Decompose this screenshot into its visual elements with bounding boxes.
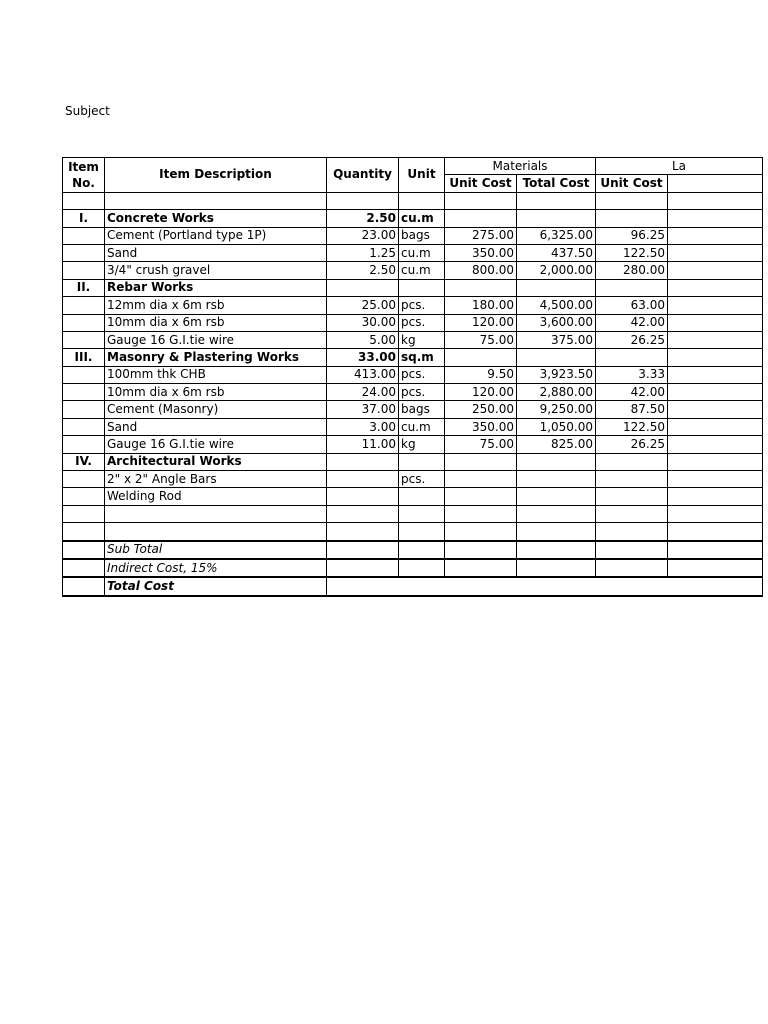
header-labor: La bbox=[596, 158, 763, 175]
item-description-cell: Cement (Masonry) bbox=[105, 401, 327, 418]
labor-unit-cost-cell: 87.50 bbox=[596, 401, 668, 418]
materials-unit-cost-cell: 800.00 bbox=[445, 262, 517, 279]
item-description-cell: Architectural Works bbox=[105, 453, 327, 470]
unit-cell: cu.m bbox=[399, 418, 445, 435]
item-no-cell: III. bbox=[63, 349, 105, 366]
materials-unit-cost-cell: 75.00 bbox=[445, 331, 517, 348]
labor-total-cost-cell bbox=[668, 471, 763, 488]
item-no-cell: I. bbox=[63, 210, 105, 227]
materials-total-cost-cell: 375.00 bbox=[517, 331, 596, 348]
materials-total-cost-cell: 6,325.00 bbox=[517, 227, 596, 244]
empty-cell bbox=[596, 541, 668, 559]
item-no-cell bbox=[63, 384, 105, 401]
labor-unit-cost-cell: 122.50 bbox=[596, 418, 668, 435]
materials-unit-cost-cell: 350.00 bbox=[445, 244, 517, 261]
labor-total-cost-cell bbox=[668, 436, 763, 453]
summary-label-cell: Sub Total bbox=[105, 541, 327, 559]
item-no-cell bbox=[63, 262, 105, 279]
labor-total-cost-cell bbox=[668, 384, 763, 401]
labor-total-cost-cell bbox=[668, 349, 763, 366]
empty-cell bbox=[668, 541, 763, 559]
total-cost-row bbox=[63, 577, 763, 595]
header-item-no-line1: Item bbox=[68, 159, 99, 174]
labor-total-cost-cell bbox=[668, 453, 763, 470]
header-quantity: Quantity bbox=[327, 158, 399, 193]
unit-cell: pcs. bbox=[399, 384, 445, 401]
unit-cell: bags bbox=[399, 401, 445, 418]
item-description-cell: 100mm thk CHB bbox=[105, 366, 327, 383]
section-row bbox=[63, 279, 763, 296]
empty-cell bbox=[596, 559, 668, 577]
empty-cell bbox=[445, 523, 517, 541]
table-row bbox=[63, 262, 763, 279]
item-description-cell: Masonry & Plastering Works bbox=[105, 349, 327, 366]
blank-row bbox=[63, 523, 763, 541]
materials-unit-cost-cell bbox=[445, 488, 517, 505]
materials-unit-cost-cell: 180.00 bbox=[445, 297, 517, 314]
unit-cell: kg bbox=[399, 331, 445, 348]
empty-cell bbox=[399, 541, 445, 559]
table-row bbox=[63, 436, 763, 453]
item-no-cell bbox=[63, 471, 105, 488]
empty-cell bbox=[63, 523, 105, 541]
empty-cell bbox=[445, 541, 517, 559]
table-row bbox=[63, 488, 763, 505]
section-row bbox=[63, 349, 763, 366]
labor-total-cost-cell bbox=[668, 331, 763, 348]
materials-unit-cost-cell: 275.00 bbox=[445, 227, 517, 244]
labor-unit-cost-cell: 42.00 bbox=[596, 314, 668, 331]
item-no-cell: IV. bbox=[63, 453, 105, 470]
labor-total-cost-cell bbox=[668, 418, 763, 435]
item-description-cell: Rebar Works bbox=[105, 279, 327, 296]
item-description-cell: 10mm dia x 6m rsb bbox=[105, 384, 327, 401]
materials-total-cost-cell bbox=[517, 349, 596, 366]
subject-label: Subject bbox=[65, 104, 110, 118]
table-row bbox=[63, 471, 763, 488]
materials-unit-cost-cell bbox=[445, 453, 517, 470]
empty-cell bbox=[445, 559, 517, 577]
table-row bbox=[63, 227, 763, 244]
section-row bbox=[63, 210, 763, 227]
labor-unit-cost-cell: 63.00 bbox=[596, 297, 668, 314]
empty-cell bbox=[63, 541, 105, 559]
empty-cell bbox=[63, 505, 105, 522]
labor-unit-cost-cell bbox=[596, 210, 668, 227]
unit-cell: pcs. bbox=[399, 471, 445, 488]
materials-total-cost-cell bbox=[517, 279, 596, 296]
empty-cell bbox=[517, 523, 596, 541]
item-no-cell bbox=[63, 244, 105, 261]
empty-cell bbox=[596, 505, 668, 522]
header-item-no bbox=[63, 158, 105, 193]
unit-cell: cu.m bbox=[399, 244, 445, 261]
materials-total-cost-cell: 2,880.00 bbox=[517, 384, 596, 401]
empty-cell bbox=[105, 523, 327, 541]
item-description-cell: 3/4" crush gravel bbox=[105, 262, 327, 279]
materials-unit-cost-cell bbox=[445, 349, 517, 366]
quantity-cell: 33.00 bbox=[327, 349, 399, 366]
materials-unit-cost-cell: 75.00 bbox=[445, 436, 517, 453]
empty-cell bbox=[517, 559, 596, 577]
labor-unit-cost-cell: 42.00 bbox=[596, 384, 668, 401]
empty-cell bbox=[63, 559, 105, 577]
unit-cell: sq.m bbox=[399, 349, 445, 366]
unit-cell bbox=[399, 279, 445, 296]
materials-total-cost-cell bbox=[517, 210, 596, 227]
summary-label-cell: Indirect Cost, 15% bbox=[105, 559, 327, 577]
materials-total-cost-cell bbox=[517, 488, 596, 505]
labor-unit-cost-cell: 122.50 bbox=[596, 244, 668, 261]
table-row bbox=[63, 331, 763, 348]
header-labor-total-cost bbox=[668, 175, 763, 192]
labor-total-cost-cell bbox=[668, 297, 763, 314]
empty-cell bbox=[445, 505, 517, 522]
item-description-cell: 2" x 2" Angle Bars bbox=[105, 471, 327, 488]
labor-total-cost-cell bbox=[668, 279, 763, 296]
materials-unit-cost-cell: 120.00 bbox=[445, 384, 517, 401]
section-row bbox=[63, 453, 763, 470]
item-description-cell: Gauge 16 G.I.tie wire bbox=[105, 331, 327, 348]
item-description-cell: Cement (Portland type 1P) bbox=[105, 227, 327, 244]
labor-unit-cost-cell: 280.00 bbox=[596, 262, 668, 279]
table-row bbox=[63, 244, 763, 261]
materials-unit-cost-cell bbox=[445, 210, 517, 227]
unit-cell: cu.m bbox=[399, 210, 445, 227]
materials-unit-cost-cell: 350.00 bbox=[445, 418, 517, 435]
labor-total-cost-cell bbox=[668, 314, 763, 331]
unit-cell: pcs. bbox=[399, 314, 445, 331]
empty-cell bbox=[327, 523, 399, 541]
item-no-cell bbox=[63, 401, 105, 418]
labor-total-cost-cell bbox=[668, 210, 763, 227]
empty-cell bbox=[596, 523, 668, 541]
item-description-cell: Sand bbox=[105, 418, 327, 435]
sub-total-row bbox=[63, 541, 763, 559]
materials-total-cost-cell: 4,500.00 bbox=[517, 297, 596, 314]
empty-cell bbox=[668, 559, 763, 577]
materials-total-cost-cell: 9,250.00 bbox=[517, 401, 596, 418]
labor-total-cost-cell bbox=[668, 244, 763, 261]
item-no-cell bbox=[63, 297, 105, 314]
materials-unit-cost-cell bbox=[445, 471, 517, 488]
total-cost-value-cell bbox=[327, 577, 763, 595]
quantity-cell: 11.00 bbox=[327, 436, 399, 453]
indirect-cost-row bbox=[63, 559, 763, 577]
unit-cell bbox=[399, 453, 445, 470]
quantity-cell: 2.50 bbox=[327, 210, 399, 227]
materials-unit-cost-cell bbox=[445, 279, 517, 296]
labor-unit-cost-cell bbox=[596, 349, 668, 366]
quantity-cell: 24.00 bbox=[327, 384, 399, 401]
table-row bbox=[63, 366, 763, 383]
empty-cell bbox=[517, 505, 596, 522]
item-description-cell: 10mm dia x 6m rsb bbox=[105, 314, 327, 331]
item-description-cell: Gauge 16 G.I.tie wire bbox=[105, 436, 327, 453]
table-row bbox=[63, 314, 763, 331]
summary-label-cell: Total Cost bbox=[105, 577, 327, 595]
labor-total-cost-cell bbox=[668, 227, 763, 244]
empty-cell bbox=[327, 541, 399, 559]
item-no-cell bbox=[63, 366, 105, 383]
quantity-cell: 5.00 bbox=[327, 331, 399, 348]
blank-row bbox=[63, 505, 763, 522]
labor-unit-cost-cell: 26.25 bbox=[596, 436, 668, 453]
table-body bbox=[63, 158, 763, 596]
unit-cell: bags bbox=[399, 227, 445, 244]
item-description-cell: 12mm dia x 6m rsb bbox=[105, 297, 327, 314]
item-no-cell bbox=[63, 418, 105, 435]
materials-unit-cost-cell: 250.00 bbox=[445, 401, 517, 418]
empty-cell bbox=[105, 505, 327, 522]
empty-cell bbox=[517, 541, 596, 559]
labor-unit-cost-cell: 3.33 bbox=[596, 366, 668, 383]
quantity-cell: 2.50 bbox=[327, 262, 399, 279]
quantity-cell: 3.00 bbox=[327, 418, 399, 435]
labor-total-cost-cell bbox=[668, 488, 763, 505]
quantity-cell bbox=[327, 471, 399, 488]
item-no-cell bbox=[63, 436, 105, 453]
table-row bbox=[63, 384, 763, 401]
labor-unit-cost-cell bbox=[596, 488, 668, 505]
materials-total-cost-cell: 2,000.00 bbox=[517, 262, 596, 279]
quantity-cell: 37.00 bbox=[327, 401, 399, 418]
header-row-1 bbox=[63, 158, 763, 175]
item-description-cell: Concrete Works bbox=[105, 210, 327, 227]
header-unit: Unit bbox=[399, 158, 445, 193]
bill-of-quantities-sheet bbox=[62, 157, 687, 597]
table-row bbox=[63, 401, 763, 418]
table-row bbox=[63, 418, 763, 435]
labor-unit-cost-cell: 96.25 bbox=[596, 227, 668, 244]
item-no-cell bbox=[63, 314, 105, 331]
empty-cell bbox=[668, 523, 763, 541]
materials-total-cost-cell: 437.50 bbox=[517, 244, 596, 261]
unit-cell: cu.m bbox=[399, 262, 445, 279]
unit-cell: pcs. bbox=[399, 297, 445, 314]
item-no-cell bbox=[63, 227, 105, 244]
materials-total-cost-cell: 3,923.50 bbox=[517, 366, 596, 383]
header-materials-total-cost: Total Cost bbox=[517, 175, 596, 192]
bill-of-quantities-table bbox=[62, 157, 763, 597]
header-labor-unit-cost: Unit Cost bbox=[596, 175, 668, 192]
materials-total-cost-cell: 825.00 bbox=[517, 436, 596, 453]
materials-total-cost-cell: 3,600.00 bbox=[517, 314, 596, 331]
quantity-cell: 30.00 bbox=[327, 314, 399, 331]
blank-row bbox=[63, 192, 763, 209]
empty-cell bbox=[399, 559, 445, 577]
labor-unit-cost-cell bbox=[596, 279, 668, 296]
item-no-cell bbox=[63, 331, 105, 348]
empty-cell bbox=[668, 505, 763, 522]
quantity-cell bbox=[327, 488, 399, 505]
item-description-cell: Sand bbox=[105, 244, 327, 261]
empty-cell bbox=[63, 577, 105, 595]
quantity-cell: 1.25 bbox=[327, 244, 399, 261]
header-materials-unit-cost: Unit Cost bbox=[445, 175, 517, 192]
item-no-cell bbox=[63, 488, 105, 505]
item-description-cell: Welding Rod bbox=[105, 488, 327, 505]
labor-total-cost-cell bbox=[668, 401, 763, 418]
quantity-cell: 413.00 bbox=[327, 366, 399, 383]
empty-cell bbox=[399, 523, 445, 541]
header-item-description: Item Description bbox=[105, 158, 327, 193]
quantity-cell bbox=[327, 453, 399, 470]
empty-cell bbox=[327, 505, 399, 522]
labor-unit-cost-cell bbox=[596, 453, 668, 470]
materials-total-cost-cell bbox=[517, 471, 596, 488]
materials-unit-cost-cell: 120.00 bbox=[445, 314, 517, 331]
unit-cell bbox=[399, 488, 445, 505]
empty-cell bbox=[399, 505, 445, 522]
table-row bbox=[63, 297, 763, 314]
quantity-cell: 23.00 bbox=[327, 227, 399, 244]
unit-cell: kg bbox=[399, 436, 445, 453]
item-no-cell: II. bbox=[63, 279, 105, 296]
empty-cell bbox=[327, 559, 399, 577]
header-item-no-line2: No. bbox=[72, 175, 95, 190]
labor-unit-cost-cell: 26.25 bbox=[596, 331, 668, 348]
materials-total-cost-cell: 1,050.00 bbox=[517, 418, 596, 435]
labor-total-cost-cell bbox=[668, 262, 763, 279]
header-materials: Materials bbox=[445, 158, 596, 175]
quantity-cell bbox=[327, 279, 399, 296]
labor-total-cost-cell bbox=[668, 366, 763, 383]
unit-cell: pcs. bbox=[399, 366, 445, 383]
materials-total-cost-cell bbox=[517, 453, 596, 470]
quantity-cell: 25.00 bbox=[327, 297, 399, 314]
labor-unit-cost-cell bbox=[596, 471, 668, 488]
materials-unit-cost-cell: 9.50 bbox=[445, 366, 517, 383]
